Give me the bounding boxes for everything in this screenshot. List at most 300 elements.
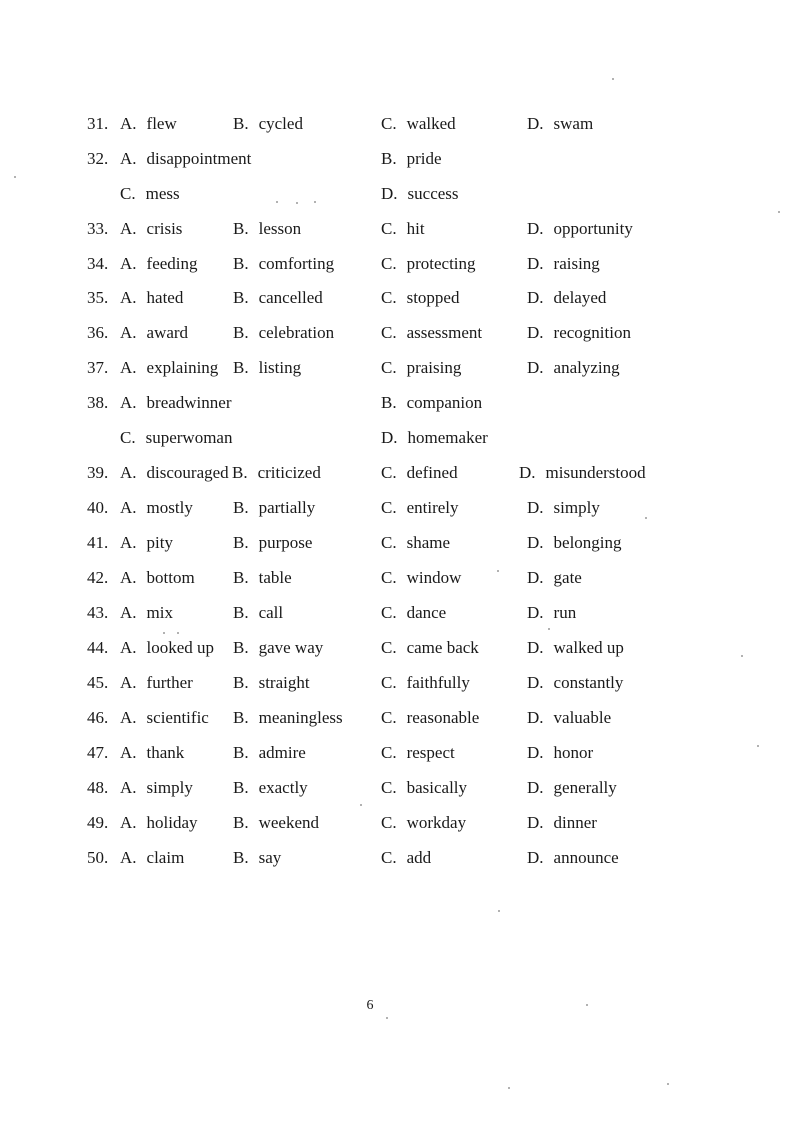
option-letter-b: B.: [381, 149, 397, 168]
option-c: [381, 458, 458, 488]
option-b-text: cycled: [258, 114, 303, 133]
option-letter-c: C.: [381, 254, 397, 273]
option-c: [381, 249, 476, 279]
option-d: [527, 773, 617, 803]
option-a-text: scientific: [146, 708, 209, 727]
option-c-text: protecting: [406, 254, 476, 273]
option-c: [381, 843, 431, 873]
option-letter-d: D.: [527, 568, 544, 587]
question-number: 42.: [87, 568, 109, 587]
option-c-text: defined: [406, 463, 458, 482]
scan-speck: [757, 745, 759, 747]
scan-speck: [498, 910, 500, 912]
option-letter-a: A.: [120, 114, 137, 133]
option-a: [120, 598, 173, 628]
option-letter-d: D.: [527, 533, 544, 552]
option-a: [120, 214, 182, 244]
question-number: 34.: [87, 254, 109, 273]
option-a: [120, 633, 214, 663]
option-d: [527, 214, 633, 244]
option-letter-a: A.: [120, 813, 137, 832]
option-letter-a: A.: [120, 288, 137, 307]
scan-speck: [386, 1017, 388, 1019]
option-d: [527, 109, 593, 139]
option-c-text: basically: [406, 778, 468, 797]
option-letter-c: C.: [381, 813, 397, 832]
question-row-38: [0, 388, 800, 418]
option-letter-b: B.: [232, 463, 248, 482]
option-b-text: say: [258, 848, 282, 867]
question-number: 38.: [87, 393, 109, 412]
question-number: 32.: [87, 149, 109, 168]
option-letter-c: C.: [381, 323, 397, 342]
question-number: 50.: [87, 848, 109, 867]
option-c-text: add: [406, 848, 432, 867]
option-c-text: entirely: [406, 498, 459, 517]
option-c: [381, 738, 455, 768]
option-letter-d: D.: [527, 358, 544, 377]
option-a: [120, 703, 209, 733]
option-letter-b: B.: [233, 813, 249, 832]
question-number: 40.: [87, 498, 109, 517]
option-d-text: generally: [553, 778, 617, 797]
question-row-33: [0, 214, 800, 244]
option-b: [233, 738, 306, 768]
option-d-text: valuable: [553, 708, 612, 727]
option-a-text: simply: [146, 778, 193, 797]
option-d: [381, 423, 488, 453]
question-row-42: [0, 563, 800, 593]
question-row-46: [0, 703, 800, 733]
option-letter-d: D.: [527, 114, 544, 133]
option-c-text: dance: [406, 603, 447, 622]
question-row-49: [0, 808, 800, 838]
option-a-text: pity: [146, 533, 173, 552]
option-letter-b: B.: [233, 708, 249, 727]
question-row-37: [0, 353, 800, 383]
option-d-text: homemaker: [407, 428, 488, 447]
option-letter-b: B.: [233, 114, 249, 133]
option-letter-a: A.: [120, 673, 137, 692]
option-c-text: walked: [406, 114, 456, 133]
option-b: [233, 249, 334, 279]
option-letter-a: A.: [120, 848, 137, 867]
scan-speck: [645, 517, 647, 519]
option-letter-b: B.: [233, 254, 249, 273]
scan-speck: [586, 1004, 588, 1006]
option-letter-d: D.: [527, 813, 544, 832]
option-letter-a: A.: [120, 533, 137, 552]
option-b: [233, 668, 310, 698]
option-letter-d: D.: [527, 288, 544, 307]
option-letter-b: B.: [233, 603, 249, 622]
option-letter-b: B.: [233, 568, 249, 587]
option-letter-c: C.: [381, 568, 397, 587]
option-a: [120, 388, 232, 418]
option-d: [527, 249, 600, 279]
option-letter-a: A.: [120, 254, 137, 273]
question-number: 35.: [87, 288, 109, 307]
option-letter-c: C.: [381, 358, 397, 377]
option-letter-c: C.: [381, 778, 397, 797]
question-row-48: [0, 773, 800, 803]
option-letter-c: C.: [381, 673, 397, 692]
option-d: [527, 353, 620, 383]
option-a: [120, 738, 184, 768]
option-d-text: recognition: [553, 323, 631, 342]
option-letter-a: A.: [120, 323, 137, 342]
option-a: [120, 318, 188, 348]
option-c: [381, 528, 450, 558]
question-row-39: [0, 458, 800, 488]
option-b: [233, 598, 283, 628]
option-letter-d: D.: [527, 708, 544, 727]
option-letter-a: A.: [120, 149, 137, 168]
question-number: 45.: [87, 673, 109, 692]
option-d: [527, 808, 597, 838]
option-d: [527, 318, 631, 348]
scan-speck: [741, 655, 743, 657]
option-letter-b: B.: [233, 323, 249, 342]
option-b-text: admire: [258, 743, 306, 762]
question-number: 36.: [87, 323, 109, 342]
option-letter-d: D.: [527, 323, 544, 342]
question-row-40: [0, 493, 800, 523]
option-letter-a: A.: [120, 358, 137, 377]
option-d: [527, 528, 622, 558]
option-letter-a: A.: [120, 708, 137, 727]
option-a: [120, 144, 251, 174]
option-d: [527, 598, 576, 628]
option-d-text: misunderstood: [545, 463, 646, 482]
question-row-45: [0, 668, 800, 698]
option-b: [233, 493, 315, 523]
question-row-32-line-2: [0, 179, 800, 209]
option-c-text: faithfully: [406, 673, 470, 692]
option-d: [527, 668, 623, 698]
question-row-38-line-2: [0, 423, 800, 453]
option-letter-b: B.: [233, 673, 249, 692]
option-letter-d: D.: [527, 638, 544, 657]
option-d-text: swam: [553, 114, 594, 133]
option-letter-a: A.: [120, 219, 137, 238]
option-d-text: walked up: [553, 638, 624, 657]
option-b-text: celebration: [258, 323, 335, 342]
option-letter-d: D.: [519, 463, 536, 482]
option-a-text: award: [146, 323, 189, 342]
option-letter-c: C.: [381, 603, 397, 622]
option-b: [233, 563, 292, 593]
option-a: [120, 808, 198, 838]
option-c: [381, 563, 461, 593]
option-b: [233, 214, 301, 244]
option-a: [120, 109, 177, 139]
option-letter-b: B.: [233, 358, 249, 377]
option-c: [381, 773, 467, 803]
option-b: [232, 458, 321, 488]
question-number: 31.: [87, 114, 109, 133]
question-row-50: [0, 843, 800, 873]
option-c: [381, 353, 461, 383]
option-a: [120, 843, 184, 873]
option-letter-a: A.: [120, 498, 137, 517]
option-c-text: assessment: [406, 323, 483, 342]
scan-speck: [548, 628, 550, 630]
option-d: [527, 738, 593, 768]
option-b-text: purpose: [258, 533, 313, 552]
option-letter-d: D.: [527, 254, 544, 273]
option-b-text: companion: [406, 393, 483, 412]
option-d-text: honor: [553, 743, 594, 762]
question-number: 49.: [87, 813, 109, 832]
option-b-text: weekend: [258, 813, 320, 832]
option-letter-c: C.: [381, 219, 397, 238]
scan-speck: [360, 804, 362, 806]
option-letter-c: C.: [381, 463, 397, 482]
question-number: 46.: [87, 708, 109, 727]
option-letter-b: B.: [233, 219, 249, 238]
scan-speck: [276, 201, 278, 203]
scan-speck: [667, 1083, 669, 1085]
option-letter-b: B.: [233, 638, 249, 657]
option-c: [381, 808, 466, 838]
scan-speck: [177, 632, 179, 634]
option-letter-c: C.: [381, 288, 397, 307]
option-c-text: hit: [406, 219, 425, 238]
question-row-31: [0, 109, 800, 139]
option-a: [120, 353, 218, 383]
option-a-text: claim: [146, 848, 185, 867]
option-letter-a: A.: [120, 638, 137, 657]
scan-speck: [14, 176, 16, 178]
question-number: 37.: [87, 358, 109, 377]
option-d-text: constantly: [553, 673, 624, 692]
option-d-text: opportunity: [553, 219, 633, 238]
option-d-text: announce: [553, 848, 619, 867]
option-c-text: superwoman: [145, 428, 233, 447]
option-d: [527, 843, 619, 873]
option-letter-d: D.: [527, 219, 544, 238]
question-number: 48.: [87, 778, 109, 797]
option-c: [381, 318, 482, 348]
scan-speck: [778, 211, 780, 213]
option-b-text: meaningless: [258, 708, 343, 727]
option-letter-c: C.: [120, 184, 136, 203]
option-a-text: thank: [146, 743, 185, 762]
option-letter-d: D.: [381, 184, 398, 203]
option-a: [120, 668, 193, 698]
question-number: 39.: [87, 463, 109, 482]
option-a: [120, 458, 229, 488]
option-b: [233, 353, 301, 383]
option-c-text: praising: [406, 358, 462, 377]
option-c-text: window: [406, 568, 462, 587]
option-b: [233, 528, 312, 558]
option-letter-b: B.: [233, 533, 249, 552]
option-b-text: exactly: [258, 778, 308, 797]
option-a-text: mix: [146, 603, 173, 622]
option-a-text: feeding: [146, 254, 198, 273]
option-a-text: hated: [146, 288, 184, 307]
option-d-text: analyzing: [553, 358, 620, 377]
scan-speck: [314, 201, 316, 203]
option-d: [381, 179, 459, 209]
option-letter-d: D.: [381, 428, 398, 447]
option-a-text: bottom: [146, 568, 195, 587]
question-number: 43.: [87, 603, 109, 622]
option-a-text: further: [146, 673, 193, 692]
question-number: 33.: [87, 219, 109, 238]
option-c: [381, 598, 446, 628]
option-b-text: criticized: [257, 463, 321, 482]
question-row-44: [0, 633, 800, 663]
option-c: [381, 493, 459, 523]
option-letter-b: B.: [381, 393, 397, 412]
option-b: [381, 388, 482, 418]
option-letter-c: C.: [381, 708, 397, 727]
question-row-47: [0, 738, 800, 768]
option-a-text: flew: [146, 114, 177, 133]
option-letter-b: B.: [233, 743, 249, 762]
option-d-text: run: [553, 603, 577, 622]
option-d: [527, 703, 611, 733]
option-c: [381, 703, 479, 733]
option-letter-c: C.: [381, 848, 397, 867]
option-d: [527, 563, 582, 593]
scan-speck: [163, 632, 165, 634]
option-letter-d: D.: [527, 673, 544, 692]
question-row-32: [0, 144, 800, 174]
option-d: [527, 633, 624, 663]
option-c-text: respect: [406, 743, 455, 762]
option-d-text: simply: [553, 498, 600, 517]
question-number: 44.: [87, 638, 109, 657]
scan-speck: [508, 1087, 510, 1089]
option-a-text: mostly: [146, 498, 193, 517]
option-letter-a: A.: [120, 743, 137, 762]
option-d: [527, 283, 606, 313]
option-b-text: gave way: [258, 638, 324, 657]
option-letter-a: A.: [120, 778, 137, 797]
option-c: [120, 423, 232, 453]
option-c: [381, 283, 459, 313]
option-b-text: partially: [258, 498, 316, 517]
question-row-43: [0, 598, 800, 628]
option-d-text: belonging: [553, 533, 622, 552]
option-c-text: stopped: [406, 288, 460, 307]
option-letter-a: A.: [120, 568, 137, 587]
question-row-35: [0, 283, 800, 313]
option-c: [381, 214, 425, 244]
option-letter-d: D.: [527, 848, 544, 867]
option-a: [120, 283, 183, 313]
option-letter-d: D.: [527, 603, 544, 622]
option-d-text: gate: [553, 568, 582, 587]
option-b: [233, 843, 281, 873]
option-letter-a: A.: [120, 463, 137, 482]
question-number: 47.: [87, 743, 109, 762]
option-letter-c: C.: [381, 743, 397, 762]
option-c: [381, 633, 479, 663]
option-c-text: shame: [406, 533, 451, 552]
option-c-text: reasonable: [406, 708, 480, 727]
option-c-text: came back: [406, 638, 479, 657]
scan-speck: [612, 78, 614, 80]
option-b: [233, 808, 319, 838]
option-a-text: disappointment: [146, 149, 252, 168]
option-a: [120, 773, 193, 803]
option-b: [233, 283, 323, 313]
option-b-text: pride: [406, 149, 442, 168]
scan-speck: [497, 570, 499, 572]
option-d: [519, 458, 646, 488]
option-b: [233, 703, 343, 733]
question-row-34: [0, 249, 800, 279]
option-d-text: dinner: [553, 813, 597, 832]
option-b: [381, 144, 442, 174]
option-b: [233, 318, 334, 348]
option-b: [233, 773, 308, 803]
option-d: [527, 493, 600, 523]
option-a-text: looked up: [146, 638, 215, 657]
option-letter-b: B.: [233, 288, 249, 307]
page-number: 6: [366, 998, 374, 1013]
option-letter-c: C.: [381, 498, 397, 517]
option-b: [233, 109, 303, 139]
option-letter-a: A.: [120, 603, 137, 622]
option-c: [381, 668, 470, 698]
option-c-text: mess: [145, 184, 180, 203]
option-a-text: explaining: [146, 358, 219, 377]
option-letter-d: D.: [527, 778, 544, 797]
option-c: [120, 179, 180, 209]
option-b-text: straight: [258, 673, 310, 692]
option-letter-d: D.: [527, 743, 544, 762]
option-letter-b: B.: [233, 848, 249, 867]
option-a-text: discouraged: [146, 463, 229, 482]
option-letter-c: C.: [381, 638, 397, 657]
option-c: [381, 109, 456, 139]
option-d-text: delayed: [553, 288, 607, 307]
option-a-text: holiday: [146, 813, 198, 832]
option-letter-b: B.: [233, 498, 249, 517]
option-b-text: comforting: [258, 254, 335, 273]
question-number: 41.: [87, 533, 109, 552]
option-b: [233, 633, 323, 663]
scan-speck: [296, 202, 298, 204]
option-a-text: crisis: [146, 219, 183, 238]
option-a: [120, 528, 173, 558]
option-a: [120, 563, 195, 593]
question-row-41: [0, 528, 800, 558]
question-row-36: [0, 318, 800, 348]
option-b-text: cancelled: [258, 288, 323, 307]
option-b-text: lesson: [258, 219, 302, 238]
option-letter-c: C.: [381, 114, 397, 133]
option-d-text: success: [407, 184, 459, 203]
option-letter-a: A.: [120, 393, 137, 412]
option-letter-b: B.: [233, 778, 249, 797]
option-letter-c: C.: [381, 533, 397, 552]
option-c-text: workday: [406, 813, 467, 832]
option-b-text: listing: [258, 358, 302, 377]
option-d-text: raising: [553, 254, 600, 273]
option-a-text: breadwinner: [146, 393, 232, 412]
option-a: [120, 493, 193, 523]
option-a: [120, 249, 198, 279]
option-b-text: table: [258, 568, 292, 587]
option-b-text: call: [258, 603, 284, 622]
